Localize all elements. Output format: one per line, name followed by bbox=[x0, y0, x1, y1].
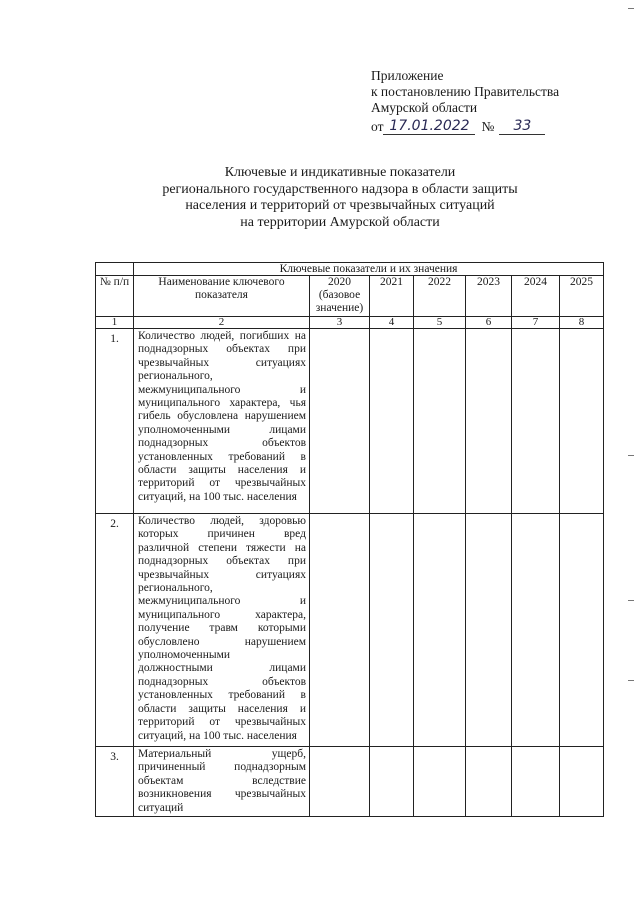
column-number-row bbox=[96, 317, 604, 329]
appendix-decree-ref: к постановлению Правительства bbox=[371, 84, 560, 99]
kpi-table bbox=[95, 262, 604, 817]
value-cell bbox=[560, 329, 604, 514]
group-header: Ключевые показатели и их значения bbox=[134, 263, 604, 276]
header-2021: 2021 bbox=[370, 276, 414, 317]
value-cell bbox=[512, 747, 560, 817]
value-cell bbox=[310, 329, 370, 514]
column-number: 8 bbox=[560, 317, 604, 329]
table-row bbox=[96, 329, 604, 514]
indicator-name: Количество людей, погибших на поднадзорных объектах при чрезвычайных ситуациях регионального, межмуниципального и муниципального характера, чья гибель обусловлена нарушением уполномоченными лицами поднадзорных объектов установленных требований в области защиты населения и территорий от чрезвычайных ситуаций, на 100 тыс. населения bbox=[134, 329, 310, 514]
header-num: № п/п bbox=[96, 276, 134, 317]
value-cell bbox=[414, 514, 466, 747]
document-title bbox=[150, 165, 530, 231]
scan-mark bbox=[628, 680, 634, 681]
title-line-4: на территории Амурской области bbox=[240, 214, 440, 230]
value-cell bbox=[370, 747, 414, 817]
column-number: 6 bbox=[466, 317, 512, 329]
value-cell bbox=[560, 514, 604, 747]
value-cell bbox=[370, 329, 414, 514]
value-cell bbox=[466, 514, 512, 747]
value-cell bbox=[560, 747, 604, 817]
appendix-title: Приложение bbox=[371, 68, 444, 83]
value-cell bbox=[466, 747, 512, 817]
column-number: 3 bbox=[310, 317, 370, 329]
appendix-region: Амурской области bbox=[371, 100, 478, 115]
row-number: 1. bbox=[96, 329, 134, 514]
indicator-name: Количество людей, здоровью которых причинен вред различной степени тяжести на поднадзорных объектах при чрезвычайных ситуациях регионального, межмуниципального и муниципального характера, получение травм которыми обусловлено нарушением уполномоченными должностными лицами поднадзорных объектов установленных требований в области защиты населения и территорий от чрезвычайных ситуаций, на 100 тыс. населения bbox=[134, 514, 310, 747]
value-cell bbox=[310, 747, 370, 817]
column-number: 4 bbox=[370, 317, 414, 329]
header-2022: 2022 bbox=[414, 276, 466, 317]
title-line-3: населения и территорий от чрезвычайных ситуаций bbox=[185, 198, 495, 213]
handwritten-date: 17.01.2022 bbox=[383, 118, 475, 135]
value-cell bbox=[370, 514, 414, 747]
appendix-block bbox=[371, 68, 611, 135]
value-cell bbox=[512, 514, 560, 747]
value-cell bbox=[512, 329, 560, 514]
indicator-name: Материальный ущерб, причиненный поднадзорным объектам вследствие возникновения чрезвычайных ситуаций bbox=[134, 747, 310, 817]
row-number: 2. bbox=[96, 514, 134, 747]
number-sign: № bbox=[481, 119, 495, 134]
column-number: 7 bbox=[512, 317, 560, 329]
value-cell bbox=[466, 329, 512, 514]
appendix-date-number bbox=[371, 118, 611, 135]
header-2020: 2020 (базовое значение) bbox=[310, 276, 370, 317]
row-number: 3. bbox=[96, 747, 134, 817]
value-cell bbox=[414, 747, 466, 817]
header-2023: 2023 bbox=[466, 276, 512, 317]
table-row bbox=[96, 747, 604, 817]
handwritten-number: 33 bbox=[499, 118, 545, 135]
value-cell bbox=[414, 329, 466, 514]
title-line-1: Ключевые и индикативные показатели bbox=[224, 165, 456, 180]
table-row bbox=[96, 514, 604, 747]
value-cell bbox=[310, 514, 370, 747]
title-line-2: регионального государственного надзора в области защиты bbox=[162, 181, 518, 197]
column-number: 2 bbox=[134, 317, 310, 329]
scan-mark bbox=[628, 455, 634, 456]
column-number: 5 bbox=[414, 317, 466, 329]
date-prefix: от bbox=[371, 119, 384, 134]
header-name: Наименование ключевого показателя bbox=[134, 276, 310, 317]
header-2024: 2024 bbox=[512, 276, 560, 317]
header-2025: 2025 bbox=[560, 276, 604, 317]
scan-mark bbox=[628, 8, 634, 9]
scan-mark bbox=[628, 600, 634, 601]
column-number: 1 bbox=[96, 317, 134, 329]
